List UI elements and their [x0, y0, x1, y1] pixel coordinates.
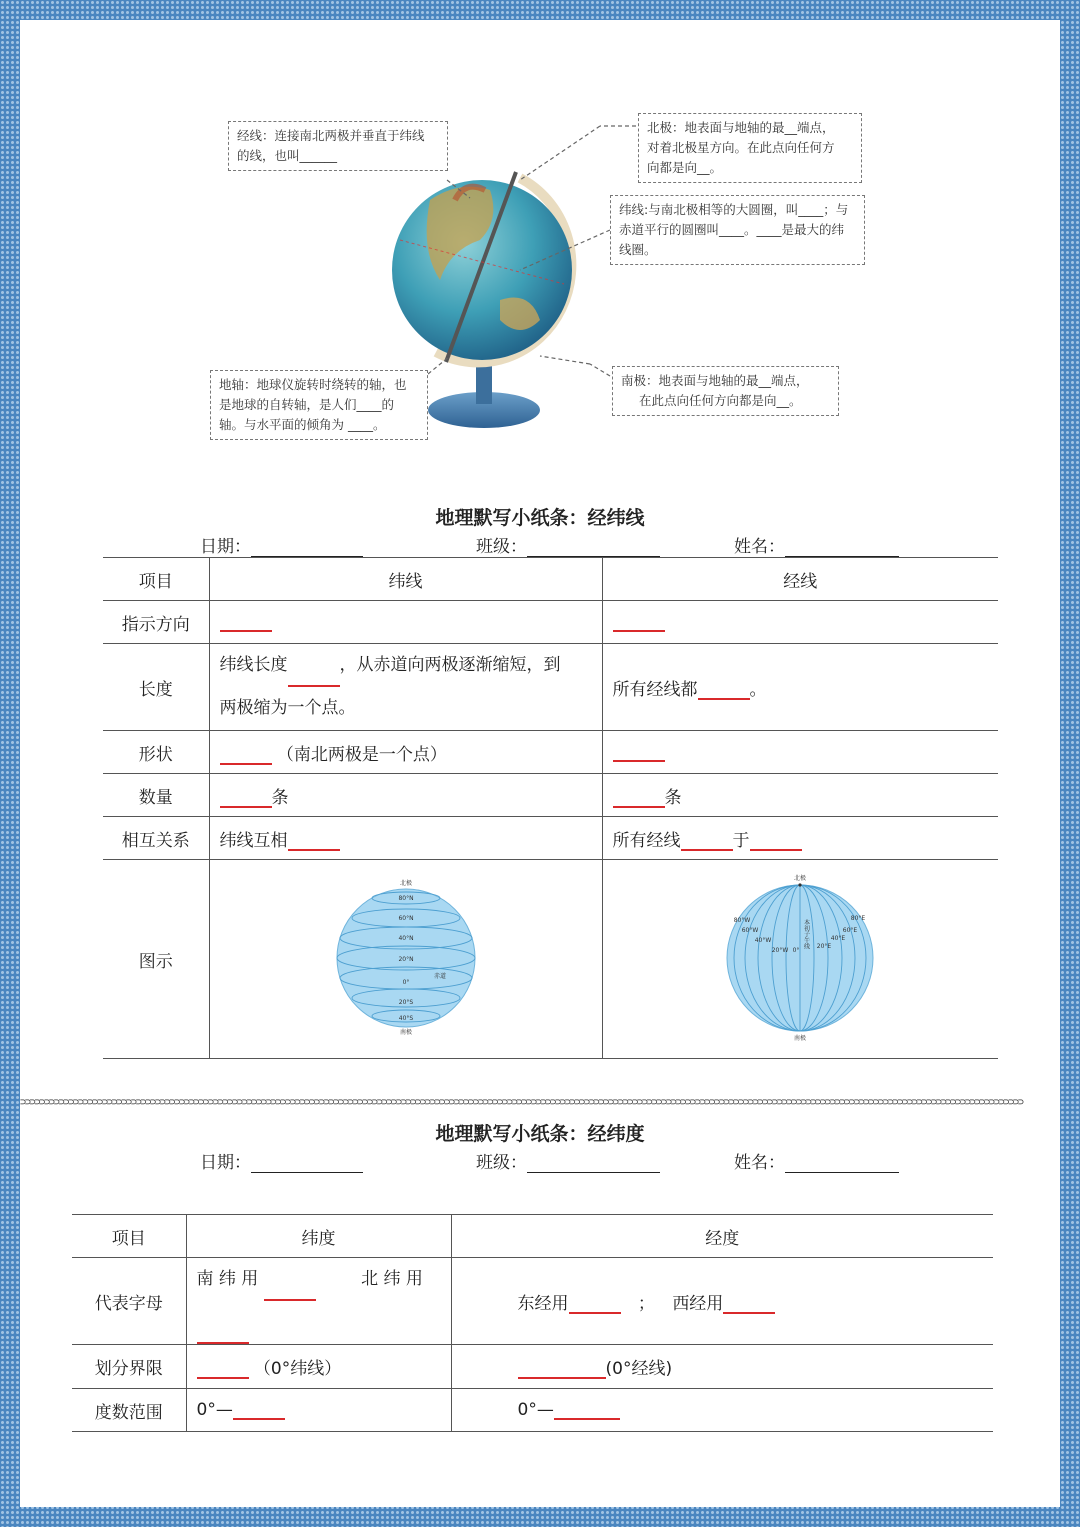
cell-text: 两极缩为一个点。 [219, 698, 356, 718]
class-label: 班级： [476, 537, 527, 557]
sheet2-class-field [476, 1148, 660, 1173]
north-pole-label: 北极 [794, 874, 807, 882]
answer-blank[interactable] [220, 747, 272, 765]
answer-blank[interactable] [288, 833, 340, 851]
lon-tick: 60°E [843, 926, 858, 934]
lat-tick: 80°N [397, 895, 414, 902]
cell-text: 南 纬 用 [196, 1269, 259, 1289]
cell-text: ； [637, 1293, 655, 1314]
row-count [103, 774, 998, 817]
callout-text: 向都是向__。 [647, 160, 723, 175]
answer-blank[interactable] [197, 1326, 249, 1344]
row-shape [103, 731, 998, 774]
row-label: 代表字母 [72, 1258, 186, 1345]
cell-text: 于 [732, 830, 750, 851]
parallel-callout [610, 195, 865, 265]
row-label: 数量 [103, 774, 209, 817]
date-label: 日期： [200, 537, 251, 557]
header-latitude-line: 纬线 [209, 558, 602, 601]
row-label: 长度 [103, 644, 209, 731]
row-letter [72, 1258, 993, 1345]
prime-meridian-label: 本初子午线 [802, 918, 810, 949]
row-figure [103, 860, 998, 1059]
date-input-line[interactable] [251, 539, 363, 557]
lat-tick: 0° [402, 979, 409, 986]
answer-blank[interactable] [220, 614, 272, 632]
south-pole-callout [612, 366, 839, 416]
row-relation [103, 817, 998, 860]
row-label: 形状 [103, 731, 209, 774]
row-label: 划分界限 [72, 1345, 186, 1389]
sheet1-date-field [200, 532, 363, 557]
callout-text: 在此点向任何方向都是向__。 [639, 393, 802, 408]
name-input-line[interactable] [785, 539, 899, 557]
answer-blank[interactable] [233, 1402, 285, 1420]
row-label: 图示 [103, 860, 209, 1059]
cell-text: 0°— [517, 1400, 554, 1420]
sheet1-name-field [734, 532, 899, 557]
lon-tick: 80°E [851, 914, 866, 922]
date-label: 日期： [200, 1153, 251, 1173]
callout-text: 线圈。 [619, 242, 657, 257]
cell-text: 东经用 [517, 1293, 569, 1314]
answer-blank[interactable] [723, 1296, 775, 1314]
lat-tick: 40°N [397, 935, 414, 942]
cell-text: （0°纬线） [253, 1359, 342, 1379]
answer-blank[interactable] [613, 614, 665, 632]
lon-tick: 60°W [741, 926, 759, 934]
header-item: 项目 [72, 1215, 186, 1258]
cell-text: 北 纬 用 [361, 1269, 423, 1289]
lon-tick: 0° [792, 946, 800, 954]
sheet2-title: 地理默写小纸条：经纬度 [435, 1123, 645, 1145]
cell-text: 条 [664, 787, 682, 808]
date-input-line[interactable] [251, 1155, 363, 1173]
row-label: 相互关系 [103, 817, 209, 860]
row-range [72, 1389, 993, 1432]
answer-blank[interactable] [220, 790, 272, 808]
cell-text: 所有经线 [612, 830, 681, 851]
cell-text: 条 [271, 787, 289, 808]
callout-text: 赤道平行的圆圈叫____。____是最大的纬 [619, 222, 845, 237]
lon-tick: 20°E [817, 942, 832, 950]
table-header-row [103, 558, 998, 601]
answer-blank[interactable] [750, 833, 802, 851]
answer-blank[interactable] [569, 1296, 621, 1314]
cell-text: (0°经线) [605, 1359, 673, 1379]
answer-blank[interactable] [698, 682, 750, 700]
north-pole-callout [638, 113, 862, 183]
row-length [103, 644, 998, 731]
cut-line: ⊃⊃⊃⊃⊃⊃⊃⊃⊃⊃⊃⊃⊃⊃⊃⊃⊃⊃⊃⊃⊃⊃⊃⊃⊃⊃⊃⊃⊃⊃⊃⊃⊃⊃⊃⊃⊃⊃⊃⊃⊃⊃⊃⊃⊃⊃⊃⊃⊃⊃⊃⊃⊃⊃⊃⊃⊃⊃⊃⊃⊃⊃⊃⊃⊃⊃⊃⊃⊃⊃⊃⊃⊃⊃⊃⊃⊃⊃⊃⊃⊃⊃⊃⊃⊃⊃⊃⊃⊃⊃⊃⊃⊃⊃⊃⊃⊃⊃⊃⊃⊃⊃⊃⊃⊃⊃⊃⊃⊃⊃⊃⊃⊃⊃⊃⊃⊃⊃⊃⊃⊃⊃⊃⊃⊃⊃⊃⊃⊃⊃⊃⊃⊃⊃⊃⊃⊃⊃⊃⊃⊃⊃⊃⊃⊃⊃⊃⊃⊃⊃⊃⊃⊃⊃⊃⊃⊃⊃⊃⊃⊃⊃⊃⊃⊃⊃⊃⊃⊃⊃⊃⊃⊃⊃⊃⊃⊃⊃⊃⊃⊃⊃⊃⊃⊃⊃⊃⊃⊃⊃⊃⊃⊃⊃⊃⊃⊃⊃⊃⊃⊃⊃⊃⊃⊃⊃⊃⊃ [20, 1098, 1023, 1108]
longitude-globe-diagram [720, 872, 880, 1042]
lat-lon-degree-table [72, 1214, 993, 1432]
callout-text: 轴。与水平面的倾角为 ____。 [219, 417, 386, 432]
row-direction [103, 601, 998, 644]
cell-text: （南北两极是一个点） [276, 744, 447, 765]
table-header-row [72, 1215, 993, 1258]
lon-tick: 40°E [831, 934, 846, 942]
cell-text: 所有经线都 [612, 679, 698, 700]
cell-text: 西经用 [672, 1293, 724, 1314]
equator-label: 赤道 [433, 973, 446, 980]
answer-blank[interactable] [264, 1283, 316, 1301]
callout-text: 的线，也叫______ [237, 148, 338, 163]
class-label: 班级： [476, 1153, 527, 1173]
lon-tick: 20°W [771, 946, 789, 954]
cell-text: 纬线长度 [219, 655, 288, 675]
header-latitude: 纬度 [186, 1215, 451, 1258]
lat-tick: 40°S [398, 1015, 413, 1022]
lat-tick: 20°N [397, 956, 414, 963]
callout-text: 经线：连接南北两极并垂直于纬线 [237, 128, 425, 143]
answer-blank[interactable] [613, 744, 665, 762]
lat-tick: 20°S [398, 999, 413, 1006]
header-longitude: 经度 [451, 1215, 993, 1258]
latitude-globe-diagram [326, 874, 486, 1039]
callout-text: 纬线:与南北极相等的大圆圈，叫____；与 [619, 202, 849, 217]
sheet2-date-field [200, 1148, 363, 1173]
answer-blank[interactable] [288, 669, 340, 687]
answer-blank[interactable] [681, 833, 733, 851]
sheet1-title: 地理默写小纸条：经纬线 [435, 507, 645, 529]
answer-blank[interactable] [554, 1402, 620, 1420]
header-longitude-line: 经线 [602, 558, 998, 601]
lon-tick: 40°W [754, 936, 772, 944]
callout-text: 对着北极星方向。在此点向任何方 [647, 140, 835, 155]
sheet1-class-field [476, 532, 660, 557]
north-pole-label: 北极 [399, 880, 412, 887]
south-pole-label: 南极 [399, 1029, 412, 1036]
callout-text: 地轴：地球仪旋转时绕转的轴，也 [219, 377, 407, 392]
cell-text: ，从赤道向两极逐渐缩短，到 [339, 655, 561, 675]
callout-text: 是地球的自转轴，是人们____的 [219, 397, 395, 412]
lat-tick: 60°N [397, 915, 414, 922]
axis-callout [210, 370, 428, 440]
class-input-line[interactable] [527, 1155, 660, 1173]
sheet2-name-field [734, 1148, 899, 1173]
south-pole-label: 南极 [794, 1034, 807, 1042]
callout-text: 南极：地表面与地轴的最__端点， [621, 373, 809, 388]
answer-blank[interactable] [613, 790, 665, 808]
lon-tick: 80°W [733, 916, 751, 924]
cell-text: 0°— [196, 1400, 233, 1420]
name-label: 姓名： [734, 1153, 785, 1173]
meridian-callout [228, 121, 448, 171]
class-input-line[interactable] [527, 539, 660, 557]
answer-blank[interactable] [518, 1361, 606, 1379]
row-label: 指示方向 [103, 601, 209, 644]
lat-lon-lines-table [103, 557, 998, 1059]
cell-text: 。 [749, 679, 767, 700]
name-input-line[interactable] [785, 1155, 899, 1173]
row-boundary [72, 1345, 993, 1389]
name-label: 姓名： [734, 537, 785, 557]
callout-text: 北极：地表面与地轴的最__端点， [647, 120, 835, 135]
globe-illustration [0, 0, 1080, 470]
header-item: 项目 [103, 558, 209, 601]
row-label: 度数范围 [72, 1389, 186, 1432]
cell-text: 纬线互相 [219, 830, 288, 851]
answer-blank[interactable] [197, 1361, 249, 1379]
